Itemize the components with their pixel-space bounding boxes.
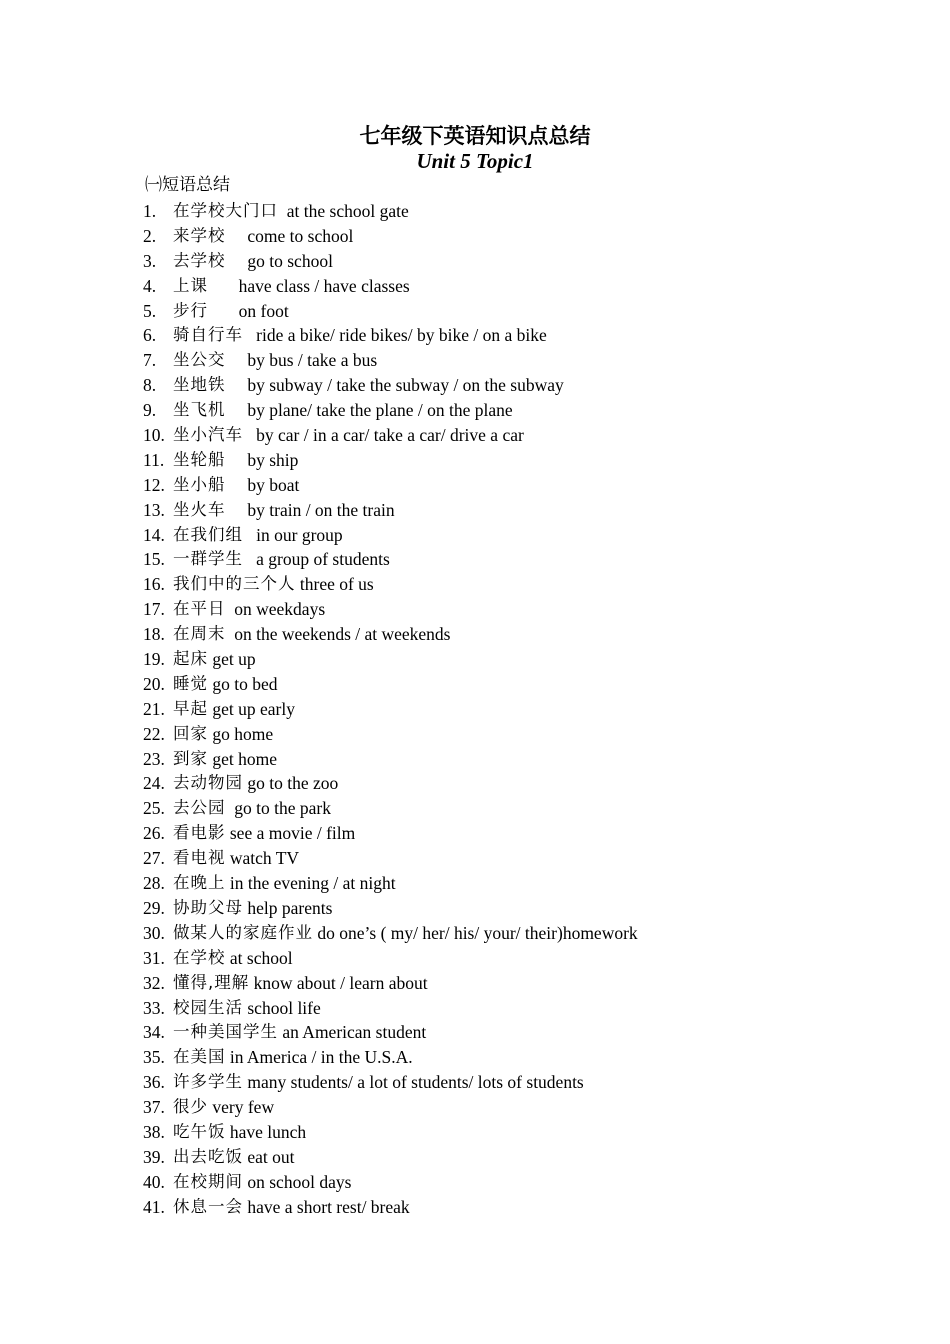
item-number: 39. [143, 1146, 165, 1167]
item-chinese: 骑自行车 [173, 325, 243, 345]
item-chinese: 去动物园 [173, 773, 243, 793]
item-english: know about / learn about [249, 972, 428, 993]
item-english: go home [208, 723, 274, 744]
item-english: go to the zoo [243, 773, 339, 794]
list-item [143, 846, 863, 871]
item-number: 23. [143, 748, 165, 769]
item-chinese: 协助父母 [173, 897, 243, 917]
item-chinese: 坐火车 [173, 499, 226, 519]
item-number: 3. [143, 250, 157, 271]
list-item [143, 498, 863, 523]
item-english: on school days [243, 1171, 352, 1192]
list-item [143, 572, 863, 597]
item-english: on the weekends / at weekends [225, 624, 451, 645]
item-number: 26. [143, 823, 165, 844]
list-item [143, 896, 863, 921]
item-number: 19. [143, 649, 165, 670]
item-number: 25. [143, 798, 165, 819]
list-item [143, 1195, 863, 1220]
list-item [143, 771, 863, 796]
list-item [143, 547, 863, 572]
item-english: go to school [225, 250, 333, 271]
list-item [143, 448, 863, 473]
item-chinese: 看电视 [173, 848, 226, 868]
item-number: 15. [143, 549, 165, 570]
item-chinese: 在晚上 [173, 873, 226, 893]
item-chinese: 坐地铁 [173, 375, 226, 395]
item-english: at the school gate [278, 201, 409, 221]
list-item [143, 697, 863, 722]
list-item [143, 747, 863, 772]
item-number: 5. [143, 300, 157, 321]
list-item [143, 871, 863, 896]
list-item [143, 249, 863, 274]
item-number: 2. [143, 225, 157, 246]
list-item [143, 199, 863, 224]
phrase-list [143, 199, 863, 1220]
item-number: 1. [143, 201, 157, 221]
list-item [143, 1145, 863, 1170]
item-chinese: 许多学生 [173, 1072, 243, 1092]
item-chinese: 在校期间 [173, 1171, 243, 1191]
item-number: 4. [143, 275, 157, 296]
item-number: 32. [143, 972, 165, 993]
list-item [143, 1070, 863, 1095]
list-item [143, 274, 863, 299]
list-item [143, 523, 863, 548]
item-chinese: 回家 [173, 723, 208, 743]
item-chinese: 起床 [173, 649, 208, 669]
item-chinese: 懂得,理解 [173, 972, 250, 992]
item-number: 28. [143, 873, 165, 894]
item-chinese: 去学校 [173, 250, 226, 270]
item-english: in the evening / at night [225, 873, 396, 894]
item-english: an American student [278, 1022, 427, 1043]
item-number: 24. [143, 773, 165, 794]
item-number: 35. [143, 1047, 165, 1068]
item-chinese: 坐小汽车 [173, 425, 243, 445]
item-english: watch TV [225, 848, 300, 869]
item-chinese: 出去吃饭 [173, 1146, 243, 1166]
item-chinese: 在学校大门口 [173, 201, 278, 220]
item-number: 9. [143, 400, 157, 421]
item-english: ride a bike/ ride bikes/ by bike / on a bike [243, 325, 547, 346]
item-english: by bus / take a bus [225, 350, 378, 371]
item-chinese: 去公园 [173, 798, 226, 818]
item-chinese: 我们中的三个人 [173, 574, 296, 594]
list-item [143, 946, 863, 971]
item-number: 36. [143, 1072, 165, 1093]
item-english: on foot [208, 300, 289, 321]
item-number: 30. [143, 922, 165, 943]
item-english: go to bed [208, 673, 278, 694]
item-number: 18. [143, 624, 165, 645]
item-english: come to school [225, 225, 354, 246]
item-english: by boat [225, 474, 300, 495]
list-item [143, 996, 863, 1021]
item-english: help parents [243, 897, 333, 918]
item-number: 11. [143, 449, 165, 470]
item-number: 13. [143, 499, 165, 520]
item-english: many students/ a lot of students/ lots of students [243, 1072, 584, 1093]
list-item [143, 1170, 863, 1195]
list-item [143, 921, 863, 946]
item-number: 20. [143, 673, 165, 694]
item-english: by car / in a car/ take a car/ drive a car [243, 425, 524, 446]
list-item [143, 647, 863, 672]
item-chinese: 在美国 [173, 1047, 226, 1067]
item-chinese: 在我们组 [173, 524, 243, 544]
list-item [143, 1020, 863, 1045]
item-number: 33. [143, 997, 165, 1018]
item-number: 6. [143, 325, 157, 346]
item-chinese: 步行 [173, 300, 208, 320]
item-chinese: 早起 [173, 698, 208, 718]
item-number: 40. [143, 1171, 165, 1192]
item-number: 12. [143, 474, 165, 495]
item-english: get up [208, 649, 256, 670]
item-chinese: 在学校 [173, 947, 226, 967]
item-number: 7. [143, 350, 157, 371]
item-english: in America / in the U.S.A. [225, 1047, 413, 1068]
list-item [143, 323, 863, 348]
item-number: 14. [143, 524, 165, 545]
list-item [143, 224, 863, 249]
item-chinese: 做某人的家庭作业 [173, 922, 313, 942]
item-number: 37. [143, 1097, 165, 1118]
item-number: 41. [143, 1196, 165, 1217]
item-english: have class / have classes [208, 275, 410, 296]
item-english: school life [243, 997, 321, 1018]
item-chinese: 休息一会 [173, 1196, 243, 1216]
item-chinese: 坐轮船 [173, 449, 226, 469]
list-item [143, 722, 863, 747]
item-english: by plane/ take the plane / on the plane [225, 400, 513, 421]
item-number: 8. [143, 375, 157, 396]
item-number: 38. [143, 1121, 165, 1142]
item-english: by train / on the train [225, 499, 395, 520]
item-chinese: 很少 [173, 1097, 208, 1117]
item-english: do one’s ( my/ her/ his/ your/ their)homework [313, 922, 638, 943]
item-english: in our group [243, 524, 343, 545]
list-item [143, 1095, 863, 1120]
item-chinese: 坐公交 [173, 350, 226, 370]
item-chinese: 在周末 [173, 624, 226, 644]
item-chinese: 上课 [173, 275, 208, 295]
item-number: 16. [143, 574, 165, 595]
item-english: very few [208, 1097, 275, 1118]
list-item [143, 821, 863, 846]
section-heading: ㈠短语总结 [145, 175, 230, 194]
item-chinese: 坐飞机 [173, 400, 226, 420]
document-title: 七年级下英语知识点总结 [359, 124, 591, 148]
list-item [143, 597, 863, 622]
document-subtitle: Unit 5 Topic1 [416, 149, 534, 173]
item-english: have lunch [225, 1121, 307, 1142]
item-number: 22. [143, 723, 165, 744]
list-item [143, 398, 863, 423]
list-item [143, 1120, 863, 1145]
item-chinese: 在平日 [173, 599, 226, 619]
item-number: 34. [143, 1022, 165, 1043]
item-english: get home [208, 748, 278, 769]
item-number: 17. [143, 599, 165, 620]
item-number: 21. [143, 698, 165, 719]
item-english: go to the park [225, 798, 331, 819]
list-item [143, 299, 863, 324]
list-item [143, 373, 863, 398]
item-english: have a short rest/ break [243, 1196, 410, 1217]
list-item [143, 971, 863, 996]
item-number: 10. [143, 425, 165, 446]
item-chinese: 一群学生 [173, 549, 243, 569]
item-english: by subway / take the subway / on the subway [225, 375, 564, 396]
item-english: get up early [208, 698, 295, 719]
list-item [143, 473, 863, 498]
item-chinese: 坐小船 [173, 474, 226, 494]
item-chinese: 到家 [173, 748, 208, 768]
list-item [143, 796, 863, 821]
list-item [143, 423, 863, 448]
item-number: 29. [143, 897, 165, 918]
item-english: a group of students [243, 549, 390, 570]
item-english: see a movie / film [225, 823, 356, 844]
item-english: at school [225, 947, 293, 968]
item-chinese: 来学校 [173, 225, 226, 245]
item-english: eat out [243, 1146, 295, 1167]
list-item [143, 1045, 863, 1070]
item-number: 31. [143, 947, 165, 968]
list-item [143, 348, 863, 373]
item-chinese: 一种美国学生 [173, 1022, 278, 1042]
item-number: 27. [143, 848, 165, 869]
list-item [143, 622, 863, 647]
item-chinese: 看电影 [173, 823, 226, 843]
item-english: on weekdays [225, 599, 326, 620]
item-english: three of us [295, 574, 374, 595]
item-chinese: 吃午饭 [173, 1121, 226, 1141]
item-english: by ship [225, 449, 299, 470]
item-chinese: 校园生活 [173, 997, 243, 1017]
item-chinese: 睡觉 [173, 673, 208, 693]
list-item [143, 672, 863, 697]
